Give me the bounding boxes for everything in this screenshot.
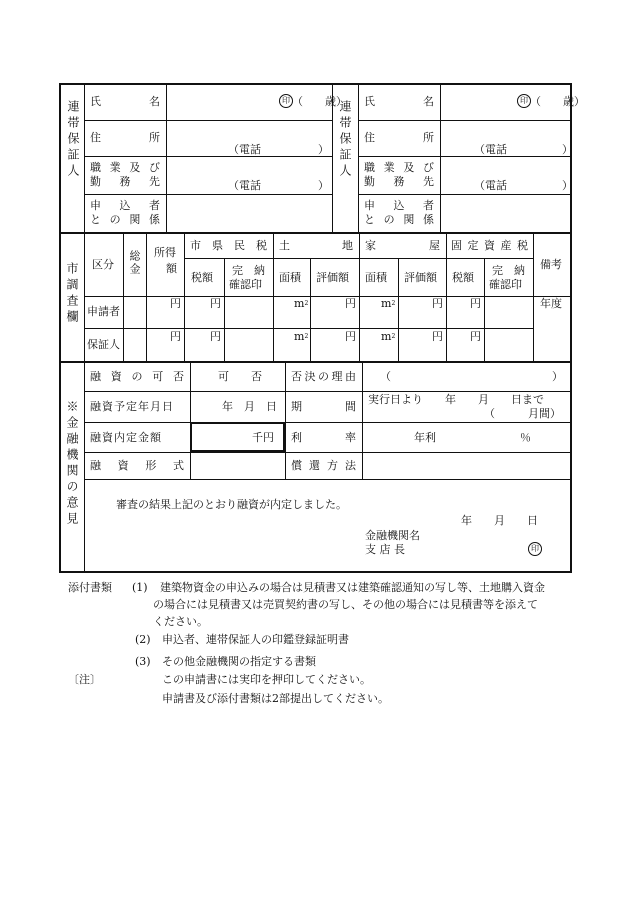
amount-unit: 千円 [252, 431, 274, 444]
rate-annual: 年利 [414, 431, 436, 444]
loan-possible-label: 融 資 の 可 否 [90, 370, 184, 383]
unit-yen: 円 [470, 297, 481, 310]
section-divider-2 [59, 361, 572, 363]
seal-icon: 印 [279, 94, 293, 108]
loan-possible-value[interactable]: 可 否 [218, 370, 262, 383]
city-survey-label: 市調査欄 [65, 262, 79, 326]
unit-yen: 円 [432, 297, 443, 310]
item2-text: 申込者、連帯保証人の印鑑登録証明書 [162, 633, 349, 646]
item1-num: (1) [132, 581, 148, 594]
item1-line3: ください。 [153, 615, 208, 628]
age-field-2[interactable]: （ 歳） [530, 95, 585, 108]
unit-yen: 円 [345, 297, 356, 310]
phone-suffix: ） [318, 143, 329, 156]
sub-value: 評価額 [316, 271, 349, 284]
bank-statement: 審査の結果上記のとおり融資が内定しました。 [116, 498, 347, 511]
sub-tax: 税額 [191, 271, 213, 284]
guarantor-row-divider-2 [84, 156, 332, 157]
paren-close: ） [552, 370, 563, 383]
unit-yen: 円 [432, 330, 443, 343]
guarantor2-row-divider-2 [358, 156, 572, 157]
item2-num: (2) [135, 633, 151, 646]
col-house: 家 屋 [365, 239, 440, 252]
note1: この申請書には実印を押印してください。 [162, 673, 371, 686]
row-applicant: 申請者 [87, 305, 120, 318]
unit-m2: $m^2$ [381, 297, 396, 310]
guarantor2-row-divider-1 [358, 120, 572, 121]
unit-yen: 円 [210, 330, 221, 343]
col-prefmuni: 市 県 民 税 [190, 239, 267, 252]
unit-yen: 円 [345, 330, 356, 343]
address-label: 住 所 [90, 131, 160, 144]
sub-area: 面積 [279, 271, 301, 284]
sub-paid-1: 完 納 [492, 264, 525, 277]
note-label: 〔注〕 [68, 673, 101, 686]
phone-prefix: （電話 [228, 179, 261, 192]
rate-label: 利 率 [291, 431, 356, 444]
sub-value: 評価額 [404, 271, 437, 284]
rate-unit: ％ [520, 431, 531, 444]
address-label-2: 住 所 [364, 131, 434, 144]
occupation-label-2b: 勤 務 先 [364, 175, 434, 188]
age-field[interactable]: （ 歳） [292, 95, 347, 108]
form-label: 融 資 形 式 [90, 459, 184, 472]
col-income-2: 額 [166, 262, 177, 275]
sub-paid-2: 確認印 [489, 278, 522, 291]
item1-line2: の場合には見積書又は売買契約書の写し、その他の場合には見積書等を添えて [153, 598, 538, 611]
decision-reason-label: 否 決 の 理 由 [291, 370, 356, 383]
guarantor-row-divider-1 [84, 120, 332, 121]
relation-label-2a: 申 込 者 [364, 199, 434, 212]
occupation-label-2a: 職 業 及 び [364, 161, 434, 174]
bank-opinion-label: ※金融機関の意見 [65, 400, 79, 528]
phone-prefix: （電話 [474, 179, 507, 192]
phone-suffix: ） [318, 179, 329, 192]
col-income: 所得 [154, 246, 176, 259]
sub-paid-1: 完 納 [232, 264, 265, 277]
sub-tax: 税額 [452, 271, 474, 284]
seal-icon: 印 [528, 542, 542, 556]
row-guarantor: 保証人 [87, 338, 120, 351]
unit-yen: 円 [170, 297, 181, 310]
seal-icon: 印 [517, 94, 531, 108]
paren-open: （ [380, 370, 391, 383]
occupation-label-1: 職 業 及 び [90, 161, 160, 174]
guarantor2-row-divider-3 [358, 194, 572, 195]
unit-yen: 円 [170, 330, 181, 343]
name-label-2: 氏 名 [364, 95, 434, 108]
name-label: 氏 名 [90, 95, 160, 108]
guarantor2-section-label: 連帯保証人 [338, 100, 352, 180]
phone-suffix: ） [562, 143, 573, 156]
attachments-label: 添付書類 [68, 581, 112, 594]
relation-label-2b: と の 関 係 [364, 213, 434, 226]
col-land: 土 地 [279, 239, 353, 252]
period-value-2[interactable]: （ 月間） [484, 407, 561, 420]
period-label: 期 間 [291, 400, 356, 413]
schedule-value[interactable]: 年 月 日 [222, 400, 277, 413]
schedule-label: 融資予定年月日 [90, 400, 174, 413]
unit-m2: $m^2$ [294, 330, 309, 343]
col-sokin: 総金 [128, 250, 141, 276]
col-remarks: 備考 [540, 258, 562, 271]
relation-label-2: と の 関 係 [90, 213, 160, 226]
unit-yen: 円 [470, 330, 481, 343]
amount-label: 融資内定金額 [90, 431, 162, 444]
unit-m2: $m^2$ [381, 330, 396, 343]
section-divider-1 [59, 232, 572, 234]
nendo: 年度 [540, 297, 562, 310]
guarantor-row-divider-3 [84, 194, 332, 195]
col-kubun: 区分 [92, 258, 114, 271]
note2: 申請書及び添付書類は2部提出してください。 [162, 692, 389, 705]
period-value-1[interactable]: 実行日より 年 月 日まで [368, 393, 544, 406]
col-fixed: 固 定 資 産 税 [451, 239, 528, 252]
item1-line1: 建築物資金の申込みの場合は見積書又は建築確認通知の写し等、土地購入資金 [160, 581, 545, 594]
occupation-label-2: 勤 務 先 [90, 175, 160, 188]
relation-label-1: 申 込 者 [90, 199, 160, 212]
phone-prefix: （電話 [228, 143, 261, 156]
phone-prefix: （電話 [474, 143, 507, 156]
sub-area: 面積 [365, 271, 387, 284]
date-line[interactable]: 年 月 日 [461, 514, 538, 527]
unit-m2: $m^2$ [294, 297, 309, 310]
branch-label: 支 店 長 [365, 543, 405, 556]
phone-suffix: ） [562, 179, 573, 192]
item3-text: その他金融機関の指定する書類 [162, 655, 316, 668]
guarantor-section-label: 連帯保証人 [66, 100, 80, 180]
sub-paid-2: 確認印 [229, 278, 262, 291]
unit-yen: 円 [210, 297, 221, 310]
item3-num: (3) [135, 655, 151, 668]
repay-label: 償 還 方 法 [291, 459, 356, 472]
bank-name-label: 金融機関名 [365, 529, 420, 542]
